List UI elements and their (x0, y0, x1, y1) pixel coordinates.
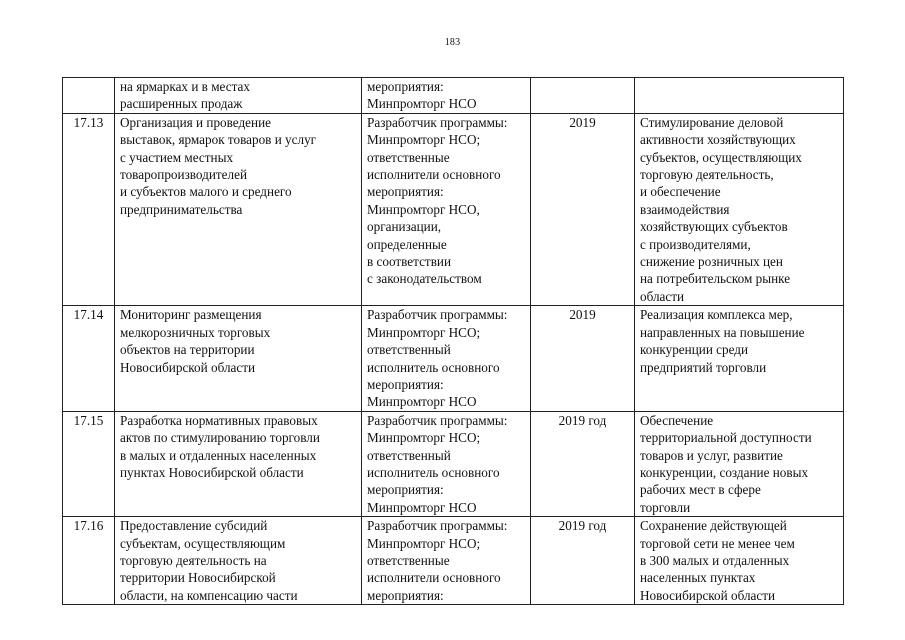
table-row (63, 517, 844, 605)
measure-name-cell: Разработка нормативных правовых актов по стимулированию торговли в малых и отдаленных населенных пунктах Новосибирской области (115, 411, 362, 516)
year-cell: 2019 год (531, 517, 635, 605)
executor-cell: Разработчик программы: Минпромторг НСО; ответственные исполнители основного мероприятия: Минпромторг НСО, организации, определенные в соответствии с законодательством (362, 113, 531, 305)
measure-name-cell: Мониторинг размещения мелкорозничных торговых объектов на территории Новосибирской области (115, 306, 362, 411)
executor-cell: мероприятия: Минпромторг НСО (362, 78, 531, 114)
result-cell: Обеспечение территориальной доступности товаров и услуг, развитие конкуренции, создание новых рабочих мест в сфере торговли (635, 411, 844, 516)
table-row (63, 411, 844, 516)
row-number-cell: 17.14 (63, 306, 115, 411)
measure-name-cell: Предоставление субсидий субъектам, осуществляющим торговую деятельность на территории Новосибирской области, на компенсацию части (115, 517, 362, 605)
executor-cell: Разработчик программы: Минпромторг НСО; ответственные исполнители основного мероприятия: (362, 517, 531, 605)
row-number-cell: 17.16 (63, 517, 115, 605)
result-cell (635, 78, 844, 114)
year-cell (531, 78, 635, 114)
year-cell: 2019 год (531, 411, 635, 516)
executor-cell: Разработчик программы: Минпромторг НСО; ответственный исполнитель основного мероприятия: Минпромторг НСО (362, 306, 531, 411)
table-row (63, 78, 844, 114)
year-cell: 2019 (531, 113, 635, 305)
measure-name-cell: Организация и проведение выставок, ярмарок товаров и услуг с участием местных товаропроизводителей и субъектов малого и среднего предпринимательства (115, 113, 362, 305)
result-cell: Сохранение действующей торговой сети не менее чем в 300 малых и отдаленных населенных пунктах Новосибирской области (635, 517, 844, 605)
measure-name-cell: на ярмарках и в местах расширенных продаж (115, 78, 362, 114)
measures-table (62, 77, 844, 605)
result-cell: Реализация комплекса мер, направленных на повышение конкуренции среди предприятий торговли (635, 306, 844, 411)
row-number-cell: 17.15 (63, 411, 115, 516)
table-row (63, 113, 844, 305)
page-number: 183 (444, 37, 461, 48)
row-number-cell: 17.13 (63, 113, 115, 305)
table-row (63, 306, 844, 411)
executor-cell: Разработчик программы: Минпромторг НСО; ответственный исполнитель основного мероприятия: Минпромторг НСО (362, 411, 531, 516)
year-cell: 2019 (531, 306, 635, 411)
result-cell: Стимулирование деловой активности хозяйствующих субъектов, осуществляющих торговую деятельность, и обеспечение взаимодействия хозяйствующих субъектов с производителями, снижение розничных цен на потребительском рынке области (635, 113, 844, 305)
row-number-cell (63, 78, 115, 114)
